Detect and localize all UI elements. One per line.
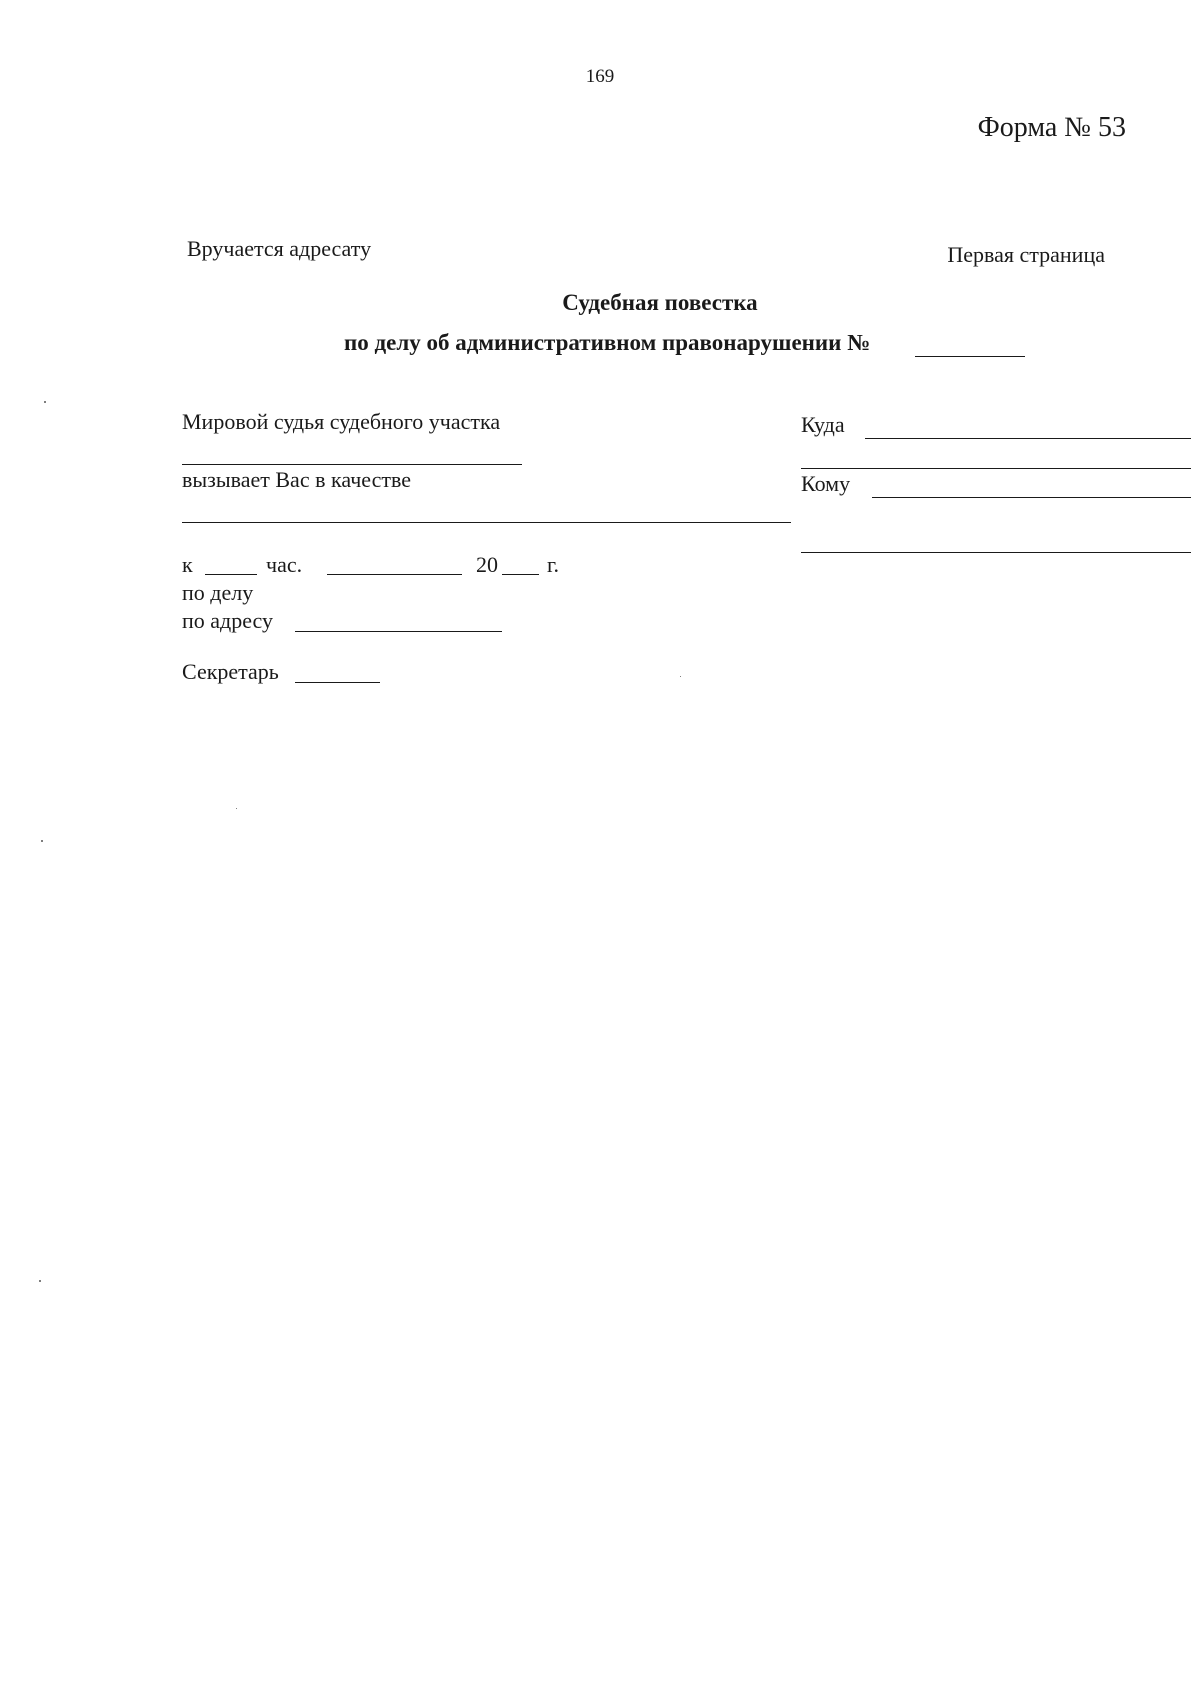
year-field[interactable] — [502, 574, 539, 575]
hour-field[interactable] — [205, 574, 257, 575]
page-number: 169 — [585, 66, 615, 87]
secretary-signature-field[interactable] — [295, 682, 380, 683]
hour-label: час. — [266, 552, 303, 577]
scan-speck — [236, 808, 237, 809]
secretary-label: Секретарь — [182, 659, 279, 684]
form-number: Форма № 53 — [977, 112, 1126, 143]
whom-label: Кому — [801, 471, 851, 496]
whom-field[interactable] — [872, 497, 1191, 498]
first-page-label: Первая страница — [947, 242, 1105, 267]
address-field[interactable] — [295, 631, 502, 632]
year-suffix-label: г. — [547, 552, 560, 577]
judicial-district-field[interactable] — [182, 464, 522, 465]
where-label: Куда — [801, 412, 845, 437]
scan-speck — [44, 401, 46, 403]
document-subtitle: по делу об административном правонарушении № — [344, 330, 871, 355]
case-number-field[interactable] — [915, 356, 1025, 357]
delivered-to-addressee: Вручается адресату — [187, 236, 372, 261]
document-title: Судебная повестка — [562, 290, 758, 315]
judge-label: Мировой судья судебного участка — [182, 409, 501, 434]
where-field[interactable] — [865, 438, 1191, 439]
scan-speck — [680, 676, 681, 677]
scan-speck — [41, 840, 43, 842]
date-field[interactable] — [327, 574, 462, 575]
summons-capacity-field[interactable] — [182, 522, 791, 523]
scan-speck — [39, 1280, 41, 1282]
summons-capacity-label: вызывает Вас в качестве — [182, 467, 411, 492]
where-field-second-line[interactable] — [801, 468, 1191, 469]
year-prefix-label: 20 — [476, 552, 498, 577]
case-label: по делу — [182, 580, 254, 605]
time-prefix-label: к — [182, 552, 193, 577]
address-label: по адресу — [182, 608, 274, 633]
whom-field-second-line[interactable] — [801, 552, 1191, 553]
